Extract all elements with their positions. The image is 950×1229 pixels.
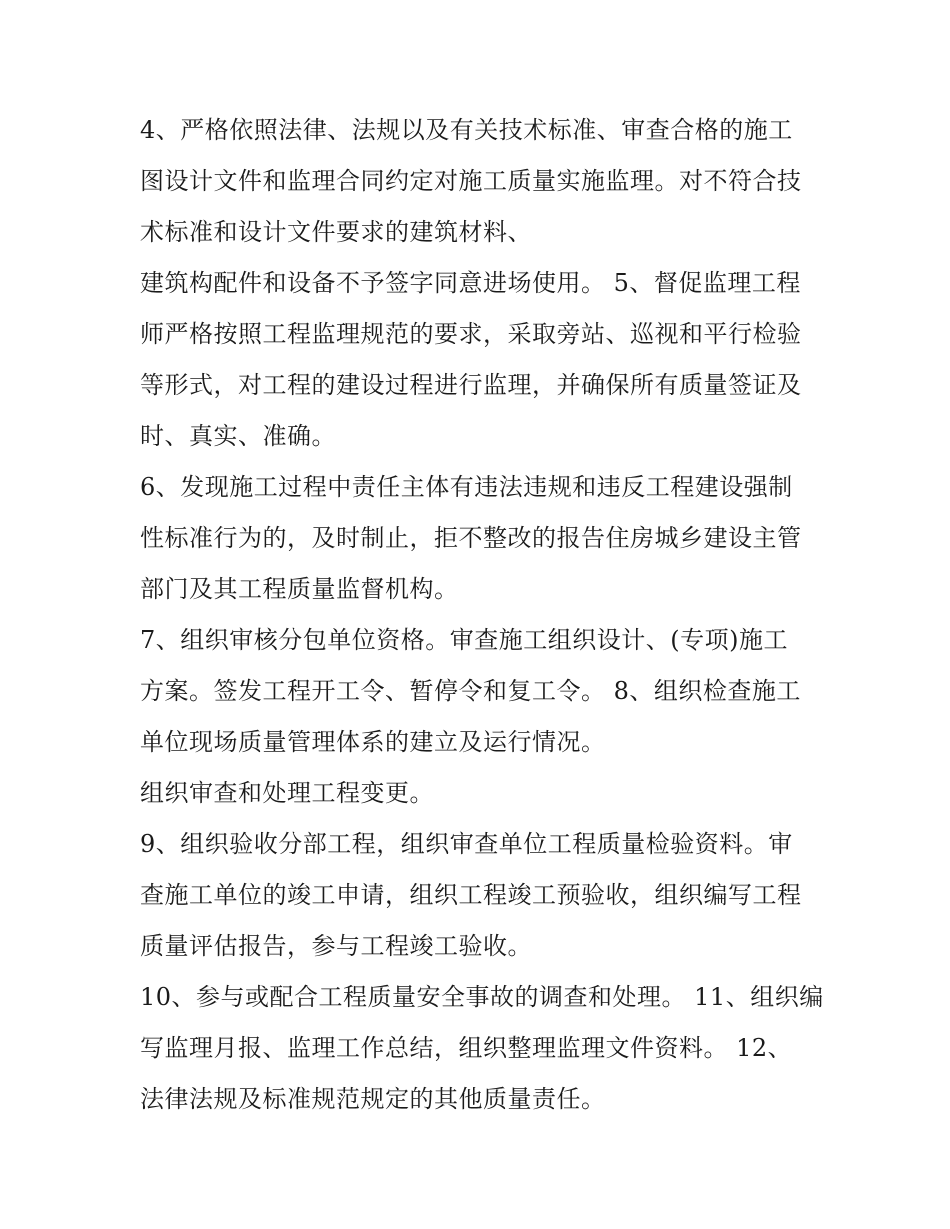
text-line: 图设计文件和监理合同约定对施工质量实施监理。对不符合技 — [140, 167, 802, 195]
text-line: 建筑构配件和设备不予签字同意进场使用。 5、督促监理工程 — [140, 269, 801, 297]
text-line: 9、组织验收分部工程，组织审查单位工程质量检验资料。审 — [140, 830, 793, 858]
text-line: 性标准行为的，及时制止，拒不整改的报告住房城乡建设主管 — [140, 524, 802, 552]
text-line: 组织审查和处理工程变更。 — [140, 779, 434, 807]
text-line: 写监理月报、监理工作总结，组织整理监理文件资料。 12、 — [140, 1034, 793, 1062]
text-line: 单位现场质量管理体系的建立及运行情况。 — [140, 728, 606, 756]
text-line: 时、真实、准确。 — [140, 422, 336, 450]
text-line: 4、严格依照法律、法规以及有关技术标准、审查合格的施工 — [140, 116, 793, 144]
text-line: 质量评估报告，参与工程竣工验收。 — [140, 932, 532, 960]
text-line: 查施工单位的竣工申请，组织工程竣工预验收，组织编写工程 — [140, 881, 802, 909]
text-line: 师严格按照工程监理规范的要求，采取旁站、巡视和平行检验 — [140, 320, 802, 348]
text-line: 术标准和设计文件要求的建筑材料、 — [140, 218, 532, 246]
text-line: 方案。签发工程开工令、暂停令和复工令。 8、组织检查施工 — [140, 677, 801, 705]
text-line: 10、参与或配合工程质量安全事故的调查和处理。 11、组织编 — [140, 983, 824, 1011]
text-line: 6、发现施工过程中责任主体有违法违规和违反工程建设强制 — [140, 473, 793, 501]
text-line: 等形式，对工程的建设过程进行监理，并确保所有质量签证及 — [140, 371, 802, 399]
document-body — [140, 108, 830, 1128]
text-line: 7、组织审核分包单位资格。审查施工组织设计、(专项)施工 — [140, 626, 788, 654]
text-line: 部门及其工程质量监督机构。 — [140, 575, 459, 603]
text-line: 法律法规及标准规范规定的其他质量责任。 — [140, 1085, 606, 1113]
